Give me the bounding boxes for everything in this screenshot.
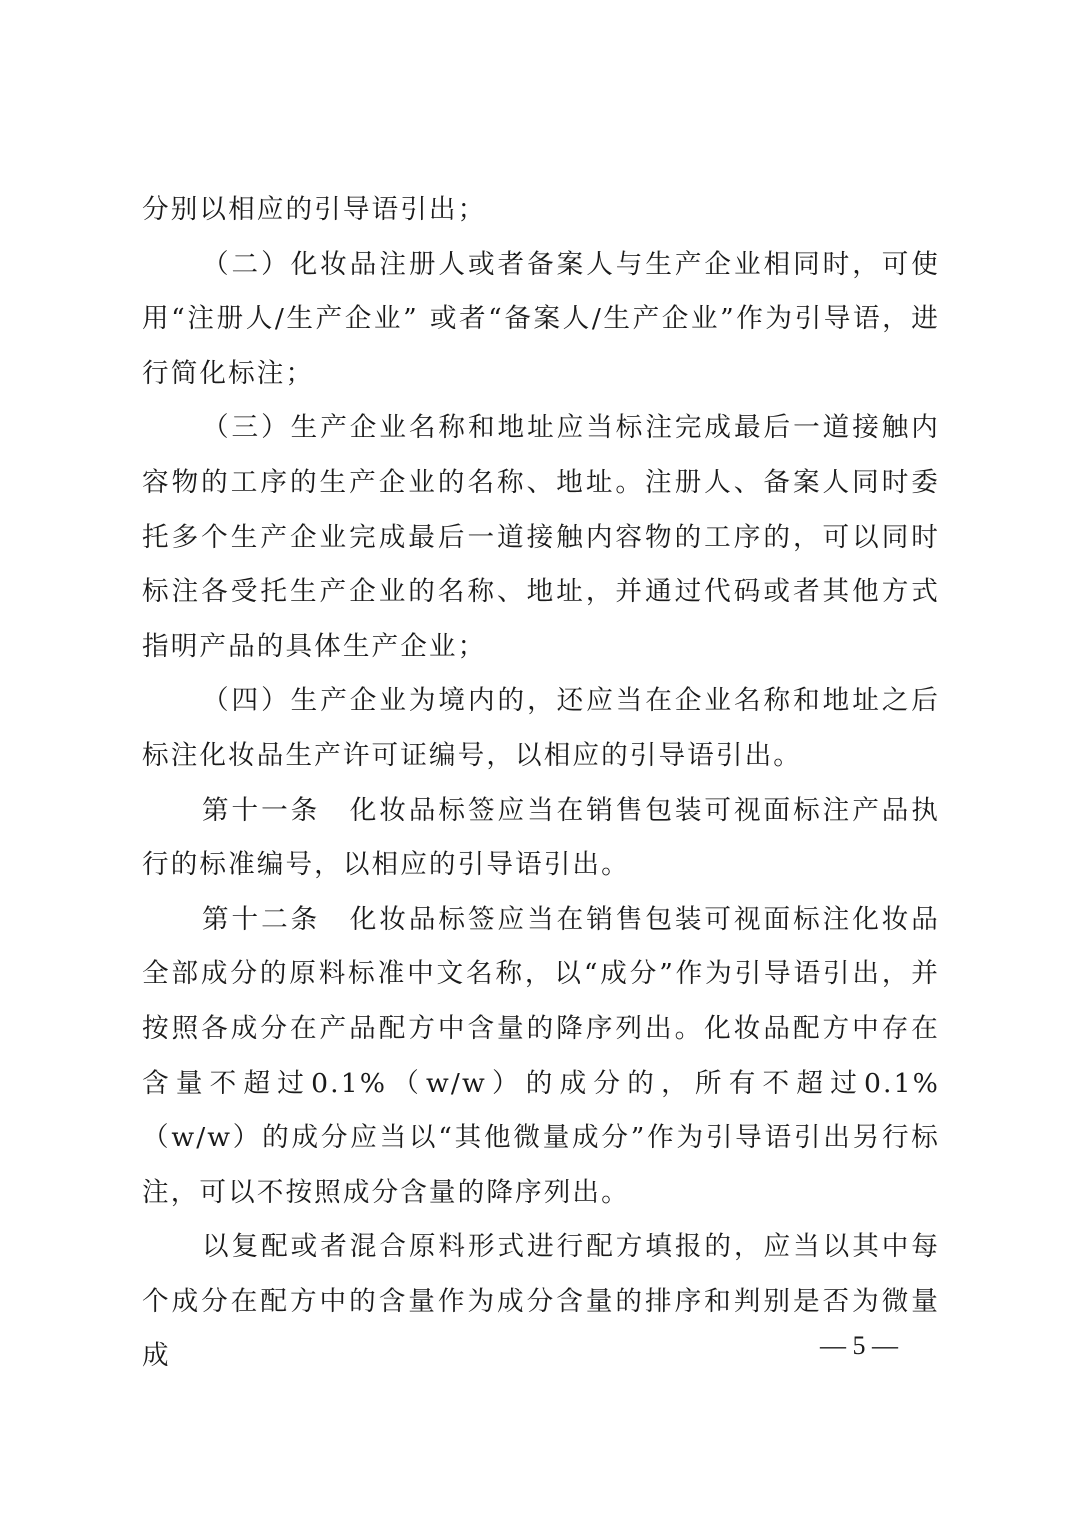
paragraph-3: （三）生产企业名称和地址应当标注完成最后一道接触内容物的工序的生产企业的名称、地址。注册人、备案人同时委托多个生产企业完成最后一道接触内容物的工序的，可以同时标注各受托生产企业的名称、地址，并通过代码或者其他方式指明产品的具体生产企业；	[142, 412, 940, 662]
paragraph-article-12: 第十二条 化妆品标签应当在销售包装可视面标注化妆品全部成分的原料标准中文名称，以“成分”作为引导语引出，并按照各成分在产品配方中含量的降序列出。化妆品配方中存在含量不超过0.1%（w/w）的成分的，所有不超过0.1%（w/w）的成分应当以“其他微量成分”作为引导语引出另行标注，可以不按照成分含量的降序列出。	[142, 903, 940, 1208]
paragraph-1: 分别以相应的引导语引出；	[142, 194, 487, 225]
paragraph-article-11: 第十一条 化妆品标签应当在销售包装可视面标注产品执行的标准编号，以相应的引导语引出。	[142, 794, 940, 881]
paragraph-7: 以复配或者混合原料形式进行配方填报的，应当以其中每个成分在配方中的含量作为成分含量的排序和判别是否为微量成	[142, 1231, 940, 1372]
paragraph-2: （二）化妆品注册人或者备案人与生产企业相同时，可使用“注册人/生产企业” 或者“备案人/生产企业”作为引导语，进行简化标注；	[142, 248, 940, 389]
paragraph-4: （四）生产企业为境内的，还应当在企业名称和地址之后标注化妆品生产许可证编号，以相应的引导语引出。	[142, 685, 940, 771]
page-number: — 5 —	[820, 1331, 898, 1360]
document-body	[142, 183, 940, 1384]
